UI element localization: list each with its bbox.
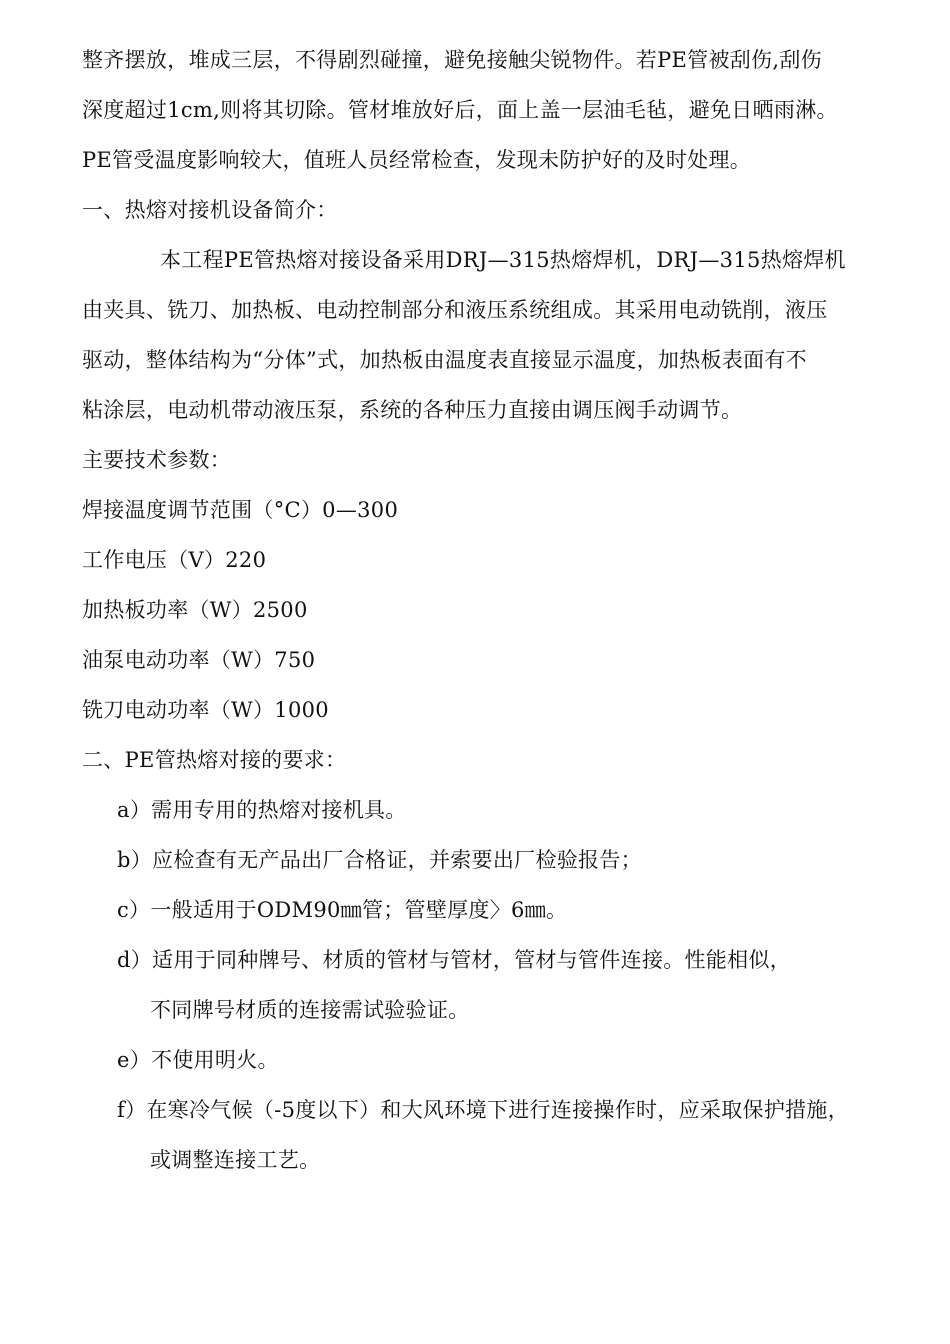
section2-heading: 二、PE管热熔对接的要求：	[82, 748, 347, 772]
param-item: 铣刀电动功率（W）1000	[82, 698, 329, 722]
section1-intro-line: 粘涂层，电动机带动液压泵，系统的各种压力直接由调压阀手动调节。	[82, 398, 743, 422]
requirement-item: c）一般适用于ODM90㎜管；管壁厚度〉6㎜。	[117, 898, 568, 922]
params-heading: 主要技术参数：	[82, 448, 232, 472]
section1-intro-line: 本工程PE管热熔对接设备采用DRJ—315热熔焊机，DRJ—315热熔焊机	[160, 248, 846, 272]
storage-paragraph-line: 深度超过1cm,则将其切除。管材堆放好后，面上盖一层油毛毡，避免日晒雨淋。	[82, 98, 838, 122]
param-item: 油泵电动功率（W）750	[82, 648, 316, 672]
param-item: 焊接温度调节范围（°C）0—300	[82, 498, 399, 522]
section1-heading: 一、热熔对接机设备简介：	[82, 198, 338, 222]
requirement-item: e）不使用明火。	[117, 1048, 279, 1072]
storage-paragraph-line: 整齐摆放，堆成三层，不得剧烈碰撞，避免接触尖锐物件。若PE管被刮伤,刮伤	[82, 48, 822, 72]
section1-intro-line: 由夹具、铣刀、加热板、电动控制部分和液压系统组成。其采用电动铣削，液压	[82, 298, 828, 322]
requirement-item: d）适用于同种牌号、材质的管材与管材，管材与管件连接。性能相似，	[117, 948, 792, 972]
requirement-item: f）在寒冷气候（-5度以下）和大风环境下进行连接操作时，应采取保护措施，	[117, 1098, 850, 1122]
section1-intro-line: 驱动，整体结构为“分体”式，加热板由温度表直接显示温度，加热板表面有不	[82, 348, 807, 372]
requirement-item: a）需用专用的热熔对接机具。	[117, 798, 407, 822]
requirement-item-continuation: 或调整连接工艺。	[150, 1148, 321, 1172]
requirement-item: b）应检查有无产品出厂合格证，并索要出厂检验报告；	[117, 848, 642, 872]
param-item: 加热板功率（W）2500	[82, 598, 308, 622]
storage-paragraph-line: PE管受温度影响较大，值班人员经常检查，发现未防护好的及时处理。	[82, 148, 752, 172]
requirement-item-continuation: 不同牌号材质的连接需试验验证。	[150, 998, 470, 1022]
param-item: 工作电压（V）220	[82, 548, 267, 572]
